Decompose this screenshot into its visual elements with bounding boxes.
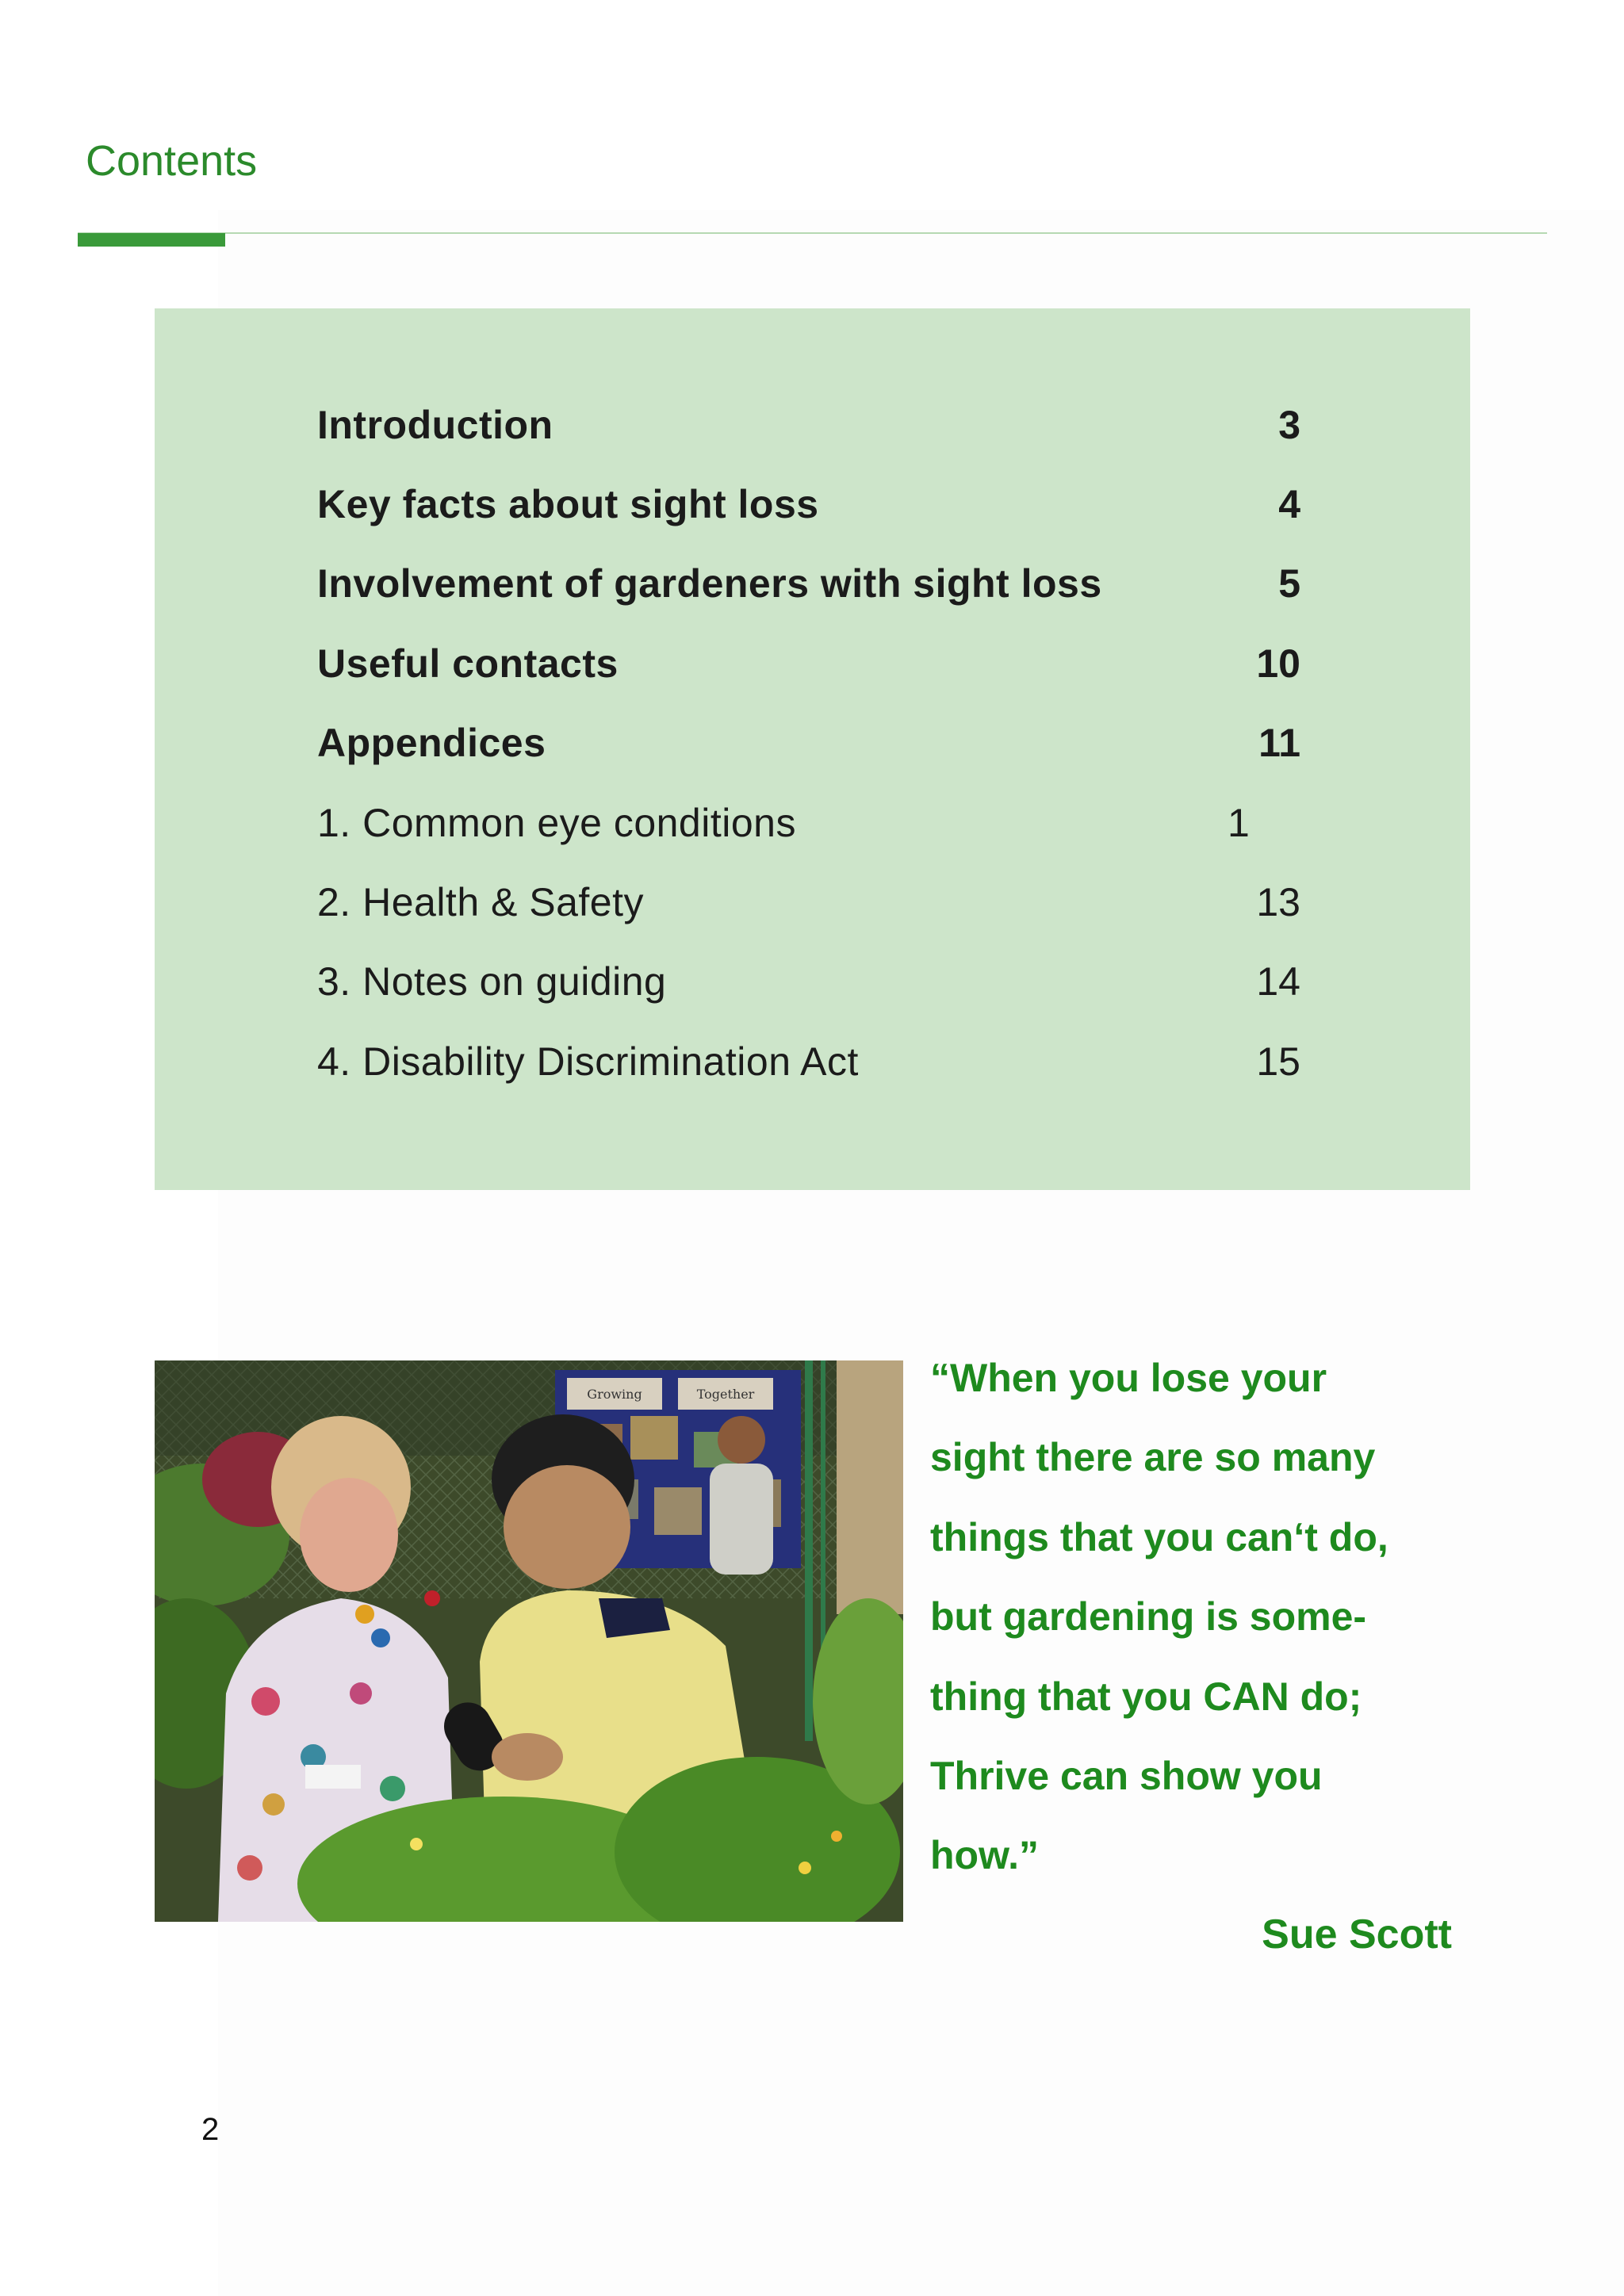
toc-entry-title: Involvement of gardeners with sight loss [317, 561, 1102, 606]
testimonial-quote [930, 1338, 1485, 1896]
toc-entry-involvement[interactable] [317, 544, 1300, 623]
toc-entry-page: 13 [1256, 880, 1300, 924]
toc-entry-health-safety[interactable] [317, 863, 1300, 942]
quote-line: how.” [930, 1833, 1040, 1878]
toc-entry-title: 4. Disability Discrimination Act [317, 1039, 859, 1084]
toc-entry-useful-contacts[interactable] [317, 624, 1300, 703]
garden-photo [155, 1360, 903, 1922]
quote-line: “When you lose your [930, 1356, 1327, 1400]
header-rule-accent [78, 233, 225, 247]
toc-entry-dda[interactable] [317, 1022, 1300, 1101]
page-title: Contents [86, 137, 258, 185]
toc-entry-title: 3. Notes on guiding [317, 959, 667, 1004]
page-number: 2 [201, 2112, 220, 2147]
toc-entry-title: 2. Health & Safety [317, 880, 645, 924]
toc-entry-appendices[interactable] [317, 703, 1300, 783]
toc-entry-title: Key facts about sight loss [317, 482, 819, 526]
toc-entry-title: Appendices [317, 721, 546, 765]
toc-entry-notes-guiding[interactable] [317, 942, 1300, 1021]
sign-word-together: Together [696, 1387, 755, 1402]
toc-entry-page: 15 [1256, 1039, 1300, 1084]
toc-entry-page: 14 [1256, 959, 1300, 1004]
toc-entry-title: Useful contacts [317, 641, 619, 686]
toc-entry-key-facts[interactable] [317, 465, 1300, 544]
toc-entry-page: 11 [1258, 721, 1300, 765]
toc-entry-page: 10 [1256, 641, 1300, 686]
header-rule [78, 232, 1547, 234]
toc-entry-introduction[interactable] [317, 385, 1300, 465]
quote-line: Thrive can show you [930, 1754, 1323, 1799]
toc-entry-page: 4 [1278, 482, 1300, 526]
quote-line: thing that you CAN do; [930, 1674, 1362, 1719]
toc-entry-eye-conditions[interactable] [317, 783, 1300, 863]
quote-line: but gardening is some- [930, 1594, 1367, 1640]
sign-word-growing: Growing [587, 1387, 642, 1402]
toc-entry-title: Introduction [317, 403, 553, 447]
quote-line: things that you can‘t do, [930, 1514, 1388, 1559]
toc-entry-page: 1 [1228, 801, 1250, 845]
quote-author: Sue Scott [1262, 1911, 1452, 1957]
quote-line: sight there are so many [930, 1435, 1376, 1480]
toc-entry-page: 5 [1278, 561, 1300, 606]
toc-entry-page: 3 [1278, 403, 1300, 447]
toc-entry-title: 1. Common eye conditions [317, 801, 796, 845]
